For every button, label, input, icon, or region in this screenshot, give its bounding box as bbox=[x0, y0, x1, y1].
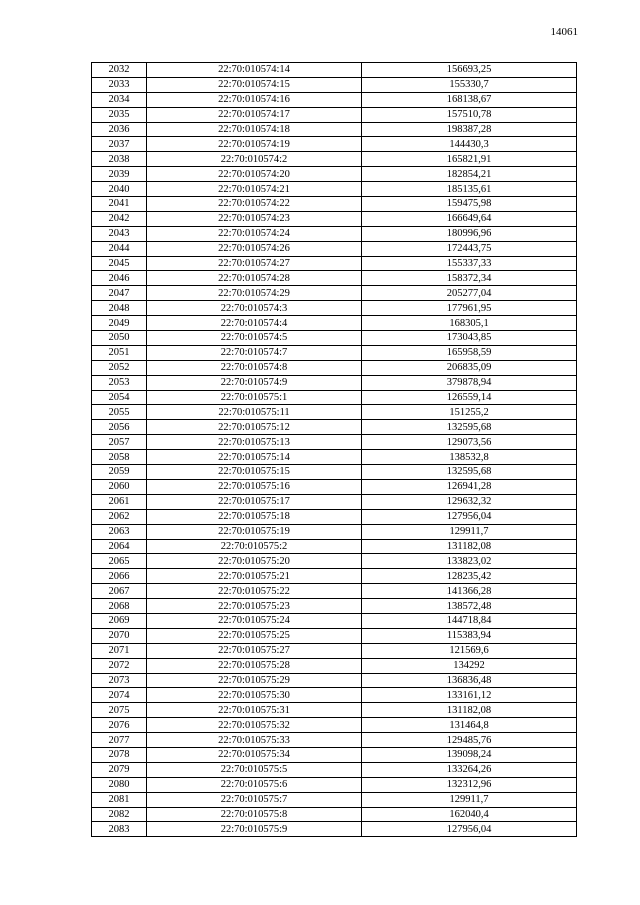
row-number-cell: 2080 bbox=[92, 777, 147, 792]
value-cell: 138532,8 bbox=[362, 450, 577, 465]
row-number-cell: 2036 bbox=[92, 122, 147, 137]
row-number-cell: 2066 bbox=[92, 569, 147, 584]
row-number-cell: 2054 bbox=[92, 390, 147, 405]
table-row bbox=[92, 822, 577, 837]
cadastral-number-cell: 22:70:010575:33 bbox=[147, 733, 362, 748]
value-cell: 168305,1 bbox=[362, 316, 577, 331]
value-cell: 133161,12 bbox=[362, 688, 577, 703]
value-cell: 131182,08 bbox=[362, 539, 577, 554]
cadastre-table bbox=[91, 62, 577, 837]
value-cell: 155337,33 bbox=[362, 256, 577, 271]
table-body bbox=[92, 63, 577, 837]
table-row bbox=[92, 643, 577, 658]
cadastral-number-cell: 22:70:010574:21 bbox=[147, 182, 362, 197]
cadastral-number-cell: 22:70:010574:17 bbox=[147, 107, 362, 122]
table-row bbox=[92, 762, 577, 777]
table-row bbox=[92, 137, 577, 152]
cadastral-number-cell: 22:70:010574:16 bbox=[147, 92, 362, 107]
table-row bbox=[92, 63, 577, 78]
value-cell: 185135,61 bbox=[362, 182, 577, 197]
table-row bbox=[92, 211, 577, 226]
cadastral-number-cell: 22:70:010575:27 bbox=[147, 643, 362, 658]
cadastral-number-cell: 22:70:010575:32 bbox=[147, 718, 362, 733]
row-number-cell: 2082 bbox=[92, 807, 147, 822]
row-number-cell: 2058 bbox=[92, 450, 147, 465]
cadastral-number-cell: 22:70:010574:23 bbox=[147, 211, 362, 226]
table-row bbox=[92, 569, 577, 584]
cadastral-number-cell: 22:70:010575:14 bbox=[147, 450, 362, 465]
value-cell: 155330,7 bbox=[362, 77, 577, 92]
table-row bbox=[92, 77, 577, 92]
cadastral-number-cell: 22:70:010575:19 bbox=[147, 524, 362, 539]
cadastral-number-cell: 22:70:010574:7 bbox=[147, 345, 362, 360]
value-cell: 205277,04 bbox=[362, 286, 577, 301]
value-cell: 132595,68 bbox=[362, 465, 577, 480]
cadastral-number-cell: 22:70:010575:15 bbox=[147, 465, 362, 480]
row-number-cell: 2041 bbox=[92, 197, 147, 212]
cadastral-number-cell: 22:70:010575:13 bbox=[147, 435, 362, 450]
value-cell: 136836,48 bbox=[362, 673, 577, 688]
value-cell: 131182,08 bbox=[362, 703, 577, 718]
row-number-cell: 2067 bbox=[92, 584, 147, 599]
value-cell: 177961,95 bbox=[362, 301, 577, 316]
row-number-cell: 2070 bbox=[92, 628, 147, 643]
value-cell: 206835,09 bbox=[362, 360, 577, 375]
table-row bbox=[92, 390, 577, 405]
table-row bbox=[92, 703, 577, 718]
row-number-cell: 2038 bbox=[92, 152, 147, 167]
row-number-cell: 2062 bbox=[92, 509, 147, 524]
table-row bbox=[92, 420, 577, 435]
table-row bbox=[92, 673, 577, 688]
cadastral-number-cell: 22:70:010575:21 bbox=[147, 569, 362, 584]
cadastral-number-cell: 22:70:010575:6 bbox=[147, 777, 362, 792]
cadastral-number-cell: 22:70:010574:26 bbox=[147, 241, 362, 256]
cadastral-number-cell: 22:70:010575:24 bbox=[147, 613, 362, 628]
row-number-cell: 2032 bbox=[92, 63, 147, 78]
row-number-cell: 2071 bbox=[92, 643, 147, 658]
row-number-cell: 2060 bbox=[92, 479, 147, 494]
row-number-cell: 2051 bbox=[92, 345, 147, 360]
table-row bbox=[92, 286, 577, 301]
row-number-cell: 2079 bbox=[92, 762, 147, 777]
value-cell: 128235,42 bbox=[362, 569, 577, 584]
cadastral-number-cell: 22:70:010575:18 bbox=[147, 509, 362, 524]
table-row bbox=[92, 435, 577, 450]
value-cell: 129911,7 bbox=[362, 792, 577, 807]
row-number-cell: 2065 bbox=[92, 554, 147, 569]
row-number-cell: 2039 bbox=[92, 167, 147, 182]
value-cell: 126559,14 bbox=[362, 390, 577, 405]
table-row bbox=[92, 539, 577, 554]
row-number-cell: 2046 bbox=[92, 271, 147, 286]
cadastral-number-cell: 22:70:010575:23 bbox=[147, 599, 362, 614]
value-cell: 198387,28 bbox=[362, 122, 577, 137]
value-cell: 138572,48 bbox=[362, 599, 577, 614]
cadastral-number-cell: 22:70:010574:14 bbox=[147, 63, 362, 78]
value-cell: 115383,94 bbox=[362, 628, 577, 643]
cadastral-number-cell: 22:70:010574:20 bbox=[147, 167, 362, 182]
table-row bbox=[92, 226, 577, 241]
row-number-cell: 2055 bbox=[92, 405, 147, 420]
table-row bbox=[92, 345, 577, 360]
cadastral-number-cell: 22:70:010574:22 bbox=[147, 197, 362, 212]
value-cell: 165821,91 bbox=[362, 152, 577, 167]
value-cell: 168138,67 bbox=[362, 92, 577, 107]
table-row bbox=[92, 465, 577, 480]
cadastral-number-cell: 22:70:010574:15 bbox=[147, 77, 362, 92]
cadastral-number-cell: 22:70:010575:31 bbox=[147, 703, 362, 718]
cadastral-number-cell: 22:70:010575:17 bbox=[147, 494, 362, 509]
cadastral-number-cell: 22:70:010574:5 bbox=[147, 331, 362, 346]
table-row bbox=[92, 167, 577, 182]
value-cell: 129911,7 bbox=[362, 524, 577, 539]
value-cell: 133823,02 bbox=[362, 554, 577, 569]
value-cell: 182854,21 bbox=[362, 167, 577, 182]
cadastral-number-cell: 22:70:010574:2 bbox=[147, 152, 362, 167]
cadastral-number-cell: 22:70:010574:18 bbox=[147, 122, 362, 137]
table-row bbox=[92, 360, 577, 375]
row-number-cell: 2049 bbox=[92, 316, 147, 331]
row-number-cell: 2061 bbox=[92, 494, 147, 509]
value-cell: 133264,26 bbox=[362, 762, 577, 777]
cadastral-number-cell: 22:70:010575:8 bbox=[147, 807, 362, 822]
row-number-cell: 2056 bbox=[92, 420, 147, 435]
value-cell: 172443,75 bbox=[362, 241, 577, 256]
table-row bbox=[92, 658, 577, 673]
cadastral-number-cell: 22:70:010575:28 bbox=[147, 658, 362, 673]
table-row bbox=[92, 256, 577, 271]
table-row bbox=[92, 197, 577, 212]
row-number-cell: 2033 bbox=[92, 77, 147, 92]
value-cell: 121569,6 bbox=[362, 643, 577, 658]
row-number-cell: 2047 bbox=[92, 286, 147, 301]
row-number-cell: 2057 bbox=[92, 435, 147, 450]
value-cell: 126941,28 bbox=[362, 479, 577, 494]
value-cell: 379878,94 bbox=[362, 375, 577, 390]
table-row bbox=[92, 182, 577, 197]
row-number-cell: 2045 bbox=[92, 256, 147, 271]
row-number-cell: 2083 bbox=[92, 822, 147, 837]
value-cell: 129073,56 bbox=[362, 435, 577, 450]
row-number-cell: 2053 bbox=[92, 375, 147, 390]
value-cell: 151255,2 bbox=[362, 405, 577, 420]
value-cell: 158372,34 bbox=[362, 271, 577, 286]
table-row bbox=[92, 92, 577, 107]
cadastral-number-cell: 22:70:010574:28 bbox=[147, 271, 362, 286]
table-row bbox=[92, 375, 577, 390]
row-number-cell: 2040 bbox=[92, 182, 147, 197]
page-number: 14061 bbox=[550, 26, 578, 38]
table-row bbox=[92, 450, 577, 465]
table-row bbox=[92, 628, 577, 643]
table-row bbox=[92, 554, 577, 569]
row-number-cell: 2073 bbox=[92, 673, 147, 688]
cadastral-number-cell: 22:70:010575:34 bbox=[147, 747, 362, 762]
table-row bbox=[92, 524, 577, 539]
cadastral-number-cell: 22:70:010575:30 bbox=[147, 688, 362, 703]
row-number-cell: 2064 bbox=[92, 539, 147, 554]
row-number-cell: 2034 bbox=[92, 92, 147, 107]
row-number-cell: 2074 bbox=[92, 688, 147, 703]
row-number-cell: 2077 bbox=[92, 733, 147, 748]
value-cell: 159475,98 bbox=[362, 197, 577, 212]
cadastral-number-cell: 22:70:010574:29 bbox=[147, 286, 362, 301]
table-row bbox=[92, 777, 577, 792]
row-number-cell: 2043 bbox=[92, 226, 147, 241]
value-cell: 180996,96 bbox=[362, 226, 577, 241]
cadastral-number-cell: 22:70:010574:8 bbox=[147, 360, 362, 375]
table-row bbox=[92, 599, 577, 614]
row-number-cell: 2075 bbox=[92, 703, 147, 718]
value-cell: 134292 bbox=[362, 658, 577, 673]
value-cell: 166649,64 bbox=[362, 211, 577, 226]
table-row bbox=[92, 331, 577, 346]
row-number-cell: 2078 bbox=[92, 747, 147, 762]
table-row bbox=[92, 688, 577, 703]
table-row bbox=[92, 509, 577, 524]
cadastral-number-cell: 22:70:010574:24 bbox=[147, 226, 362, 241]
row-number-cell: 2050 bbox=[92, 331, 147, 346]
table-row bbox=[92, 733, 577, 748]
table-row bbox=[92, 152, 577, 167]
value-cell: 156693,25 bbox=[362, 63, 577, 78]
value-cell: 129485,76 bbox=[362, 733, 577, 748]
cadastral-number-cell: 22:70:010575:20 bbox=[147, 554, 362, 569]
row-number-cell: 2052 bbox=[92, 360, 147, 375]
cadastral-number-cell: 22:70:010575:22 bbox=[147, 584, 362, 599]
value-cell: 127956,04 bbox=[362, 509, 577, 524]
cadastral-number-cell: 22:70:010575:12 bbox=[147, 420, 362, 435]
cadastral-number-cell: 22:70:010574:27 bbox=[147, 256, 362, 271]
row-number-cell: 2044 bbox=[92, 241, 147, 256]
table-row bbox=[92, 718, 577, 733]
cadastral-number-cell: 22:70:010575:9 bbox=[147, 822, 362, 837]
row-number-cell: 2048 bbox=[92, 301, 147, 316]
table-row bbox=[92, 122, 577, 137]
row-number-cell: 2037 bbox=[92, 137, 147, 152]
table-row bbox=[92, 747, 577, 762]
table-row bbox=[92, 316, 577, 331]
table-row bbox=[92, 807, 577, 822]
table-row bbox=[92, 107, 577, 122]
cadastral-number-cell: 22:70:010574:9 bbox=[147, 375, 362, 390]
cadastral-number-cell: 22:70:010575:1 bbox=[147, 390, 362, 405]
cadastral-number-cell: 22:70:010575:5 bbox=[147, 762, 362, 777]
row-number-cell: 2035 bbox=[92, 107, 147, 122]
cadastral-number-cell: 22:70:010575:16 bbox=[147, 479, 362, 494]
cadastral-number-cell: 22:70:010575:29 bbox=[147, 673, 362, 688]
cadastral-number-cell: 22:70:010574:3 bbox=[147, 301, 362, 316]
row-number-cell: 2072 bbox=[92, 658, 147, 673]
row-number-cell: 2042 bbox=[92, 211, 147, 226]
cadastral-number-cell: 22:70:010574:4 bbox=[147, 316, 362, 331]
cadastral-number-cell: 22:70:010575:7 bbox=[147, 792, 362, 807]
value-cell: 157510,78 bbox=[362, 107, 577, 122]
value-cell: 132595,68 bbox=[362, 420, 577, 435]
row-number-cell: 2068 bbox=[92, 599, 147, 614]
table-row bbox=[92, 792, 577, 807]
value-cell: 141366,28 bbox=[362, 584, 577, 599]
value-cell: 139098,24 bbox=[362, 747, 577, 762]
table-row bbox=[92, 613, 577, 628]
row-number-cell: 2069 bbox=[92, 613, 147, 628]
value-cell: 127956,04 bbox=[362, 822, 577, 837]
row-number-cell: 2063 bbox=[92, 524, 147, 539]
table-row bbox=[92, 241, 577, 256]
table-row bbox=[92, 301, 577, 316]
cadastral-number-cell: 22:70:010575:25 bbox=[147, 628, 362, 643]
cadastral-number-cell: 22:70:010574:19 bbox=[147, 137, 362, 152]
value-cell: 144718,84 bbox=[362, 613, 577, 628]
row-number-cell: 2059 bbox=[92, 465, 147, 480]
table-row bbox=[92, 405, 577, 420]
value-cell: 165958,59 bbox=[362, 345, 577, 360]
row-number-cell: 2076 bbox=[92, 718, 147, 733]
value-cell: 162040,4 bbox=[362, 807, 577, 822]
table-row bbox=[92, 271, 577, 286]
cadastral-number-cell: 22:70:010575:2 bbox=[147, 539, 362, 554]
value-cell: 144430,3 bbox=[362, 137, 577, 152]
cadastral-number-cell: 22:70:010575:11 bbox=[147, 405, 362, 420]
value-cell: 131464,8 bbox=[362, 718, 577, 733]
row-number-cell: 2081 bbox=[92, 792, 147, 807]
table-row bbox=[92, 494, 577, 509]
table-row bbox=[92, 584, 577, 599]
table-row bbox=[92, 479, 577, 494]
value-cell: 132312,96 bbox=[362, 777, 577, 792]
value-cell: 173043,85 bbox=[362, 331, 577, 346]
value-cell: 129632,32 bbox=[362, 494, 577, 509]
